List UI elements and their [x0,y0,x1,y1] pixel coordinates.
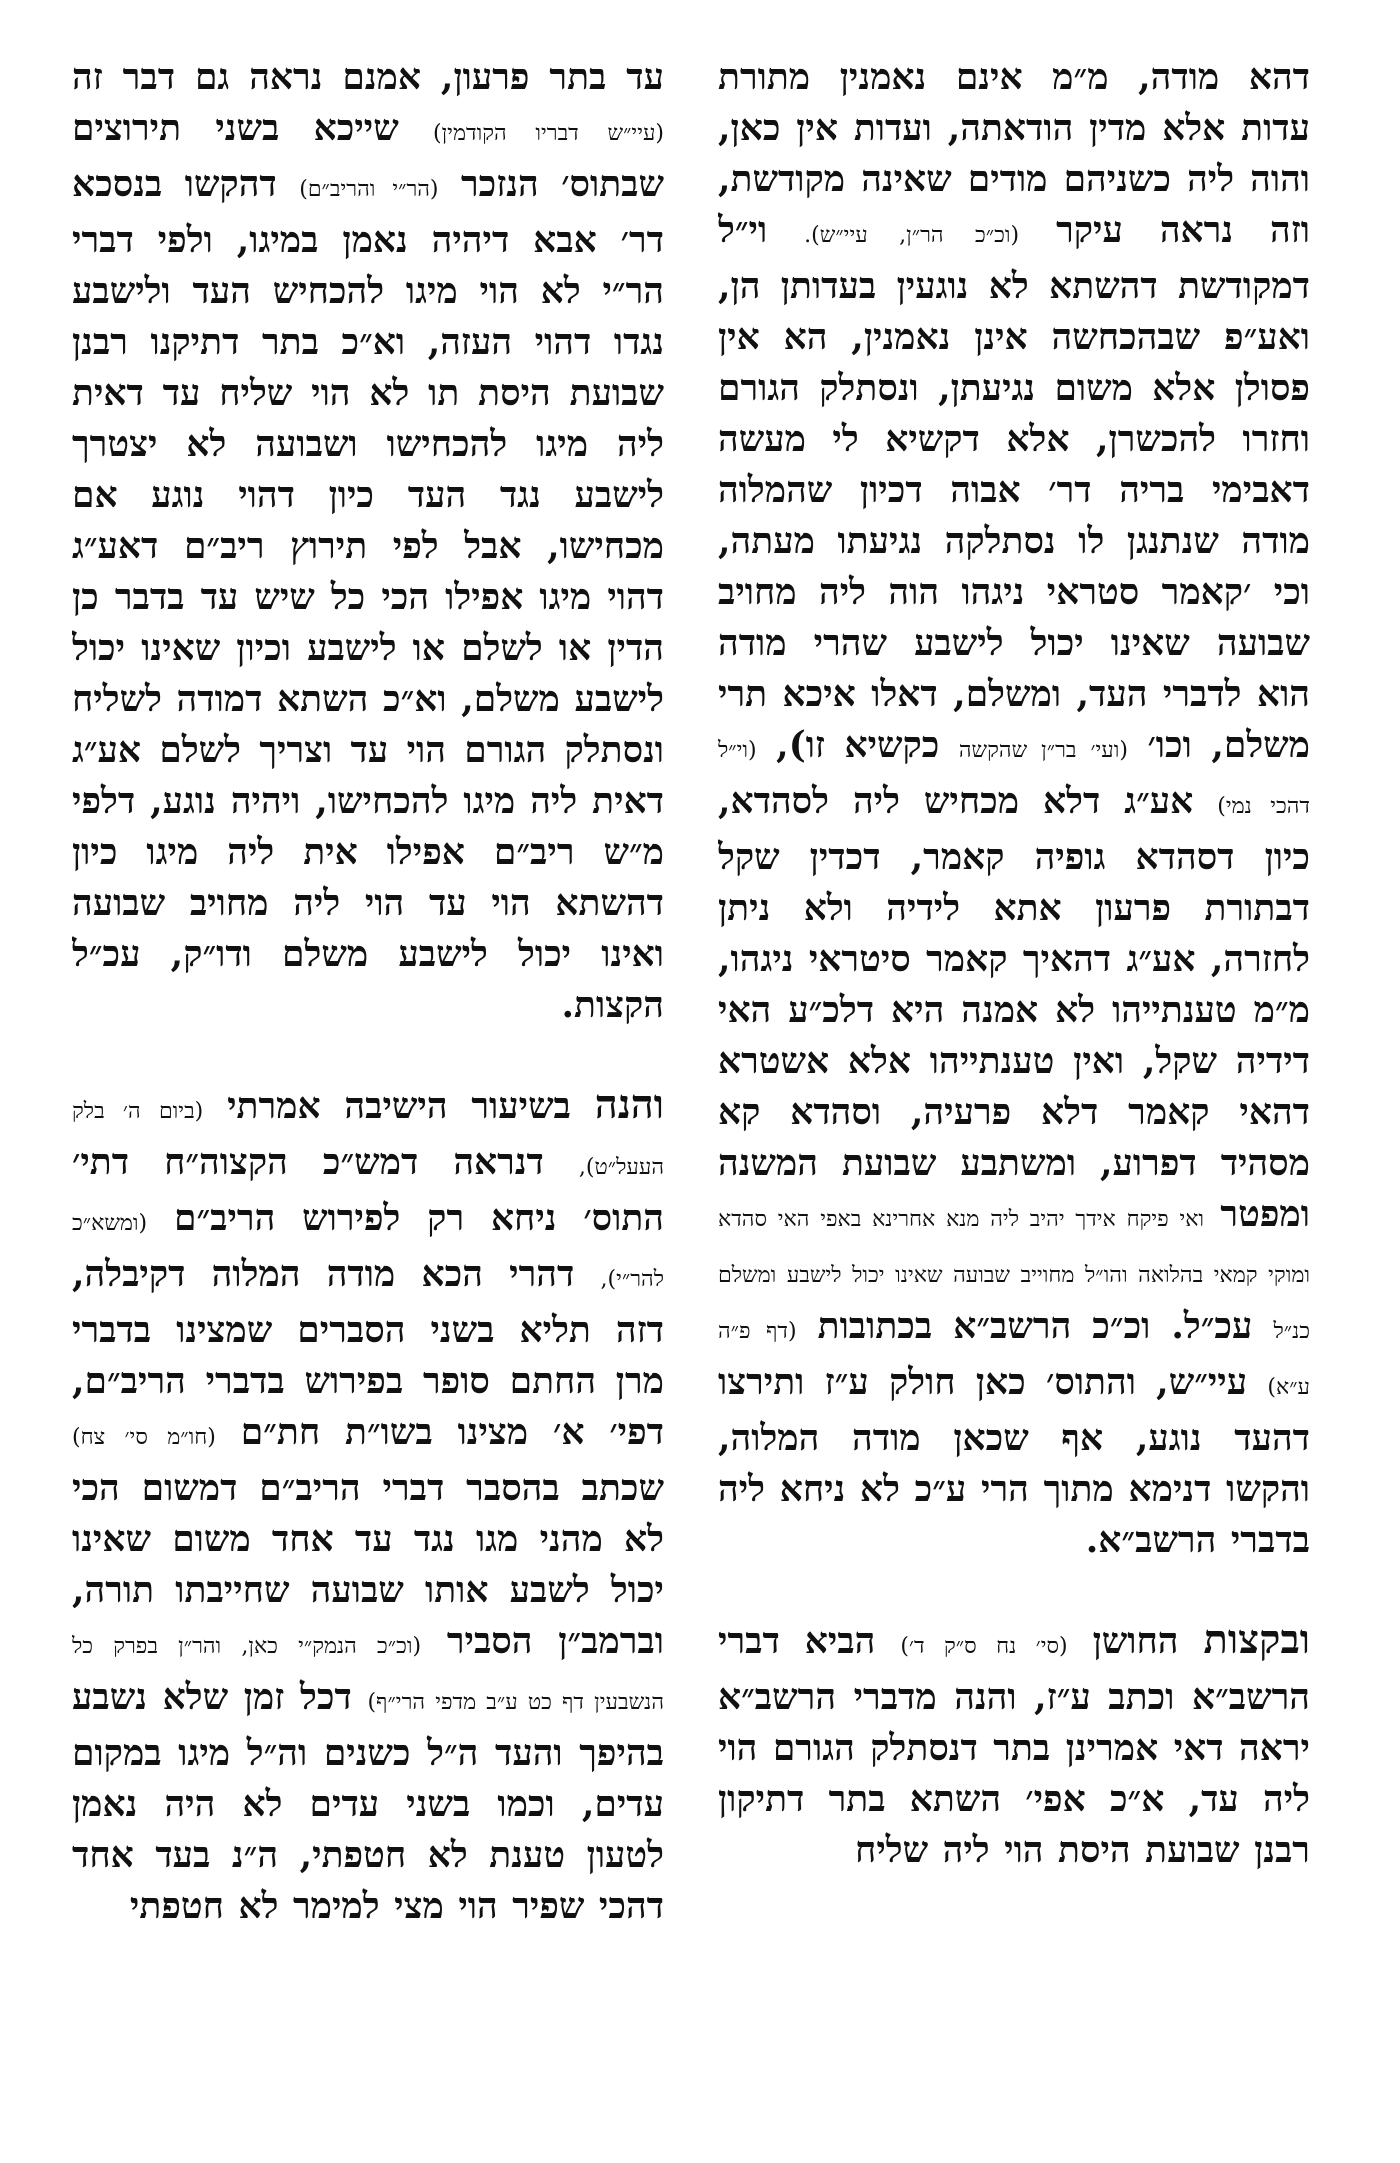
inline-note: (הר״י והריב״ם) [299,177,439,202]
inline-note: (ועי׳ בר״ן שהקשה [958,738,1128,763]
body-text: שייכא בשני תירוצים שבתוס׳ הנזכר [72,107,664,205]
body-text: הביא דברי הרשב״א וכתב ע״ז, והנה מדברי הרשב״א יראה דאי אמרינן בתר דנסתלק הגורם הוי ליה עד, א״כ אפי׳ השתא בתר דתיקון רבנן שבועת היסת הוי ליה שליח [718,1620,1310,1871]
inline-note: ואי פיקח אידך יהיב ליה מנא אחרינא באפי האי סהדא ומוקי קמאי בהלואה והו״ל מחוייב שבועה שאינו יכול לישבע ומשלם כנ״ל [718,1207,1310,1344]
inline-note: (חו״מ סי׳ צח) [72,1425,216,1450]
body-text: דהקשו בנסכא דר׳ אבא דיהיה נאמן במיגו, ולפי דברי הר״י לא הוי מיגו להכחיש העד ולישבע נגדו דהוי העזה, וא״כ בתר דתיקנו רבנן שבועת היסת תו לא הוי שליח עד דאית ליה מיגו להכחישו ושבועה לא יצטרך לישבע נגד העד כיון דהוי נוגע אם מכחישו, אבל לפי תירוץ ריב״ם דאע״ג דהוי מיגו אפילו הכי כל שיש עד בדבר כן הדין או לשלם או לישבע וכיון שאינו יכול לישבע משלם, וא״כ השתא דמודה לשליח ונסתלק הגורם הוי עד וצריך לשלם אע״ג דאית ליה מיגו להכחישו, ויהיה נוגע, דלפי מ״ש ריב״ם אפילו אית ליה מיגו כיון דהשתא הוי עד הוי ליה מחויב שבועה ואינו יכול לישבע משלם ודו״ק, עכ״ל הקצות. [72,163,664,1026]
inline-note: (ומשא״כ להר״י), [72,1211,664,1292]
paragraph-lead-word: והנה [594,1081,664,1128]
paragraph [72,1079,664,1932]
body-text: שכתב בהסבר דברי הריב״ם דמשום הכי לא מהני מגו נגד עד אחד משום שאינו יכול לשבע אותו שבועה שחייבתו תורה, וברמב״ן הסביר [72,1467,664,1662]
left-column [72,52,664,2112]
inline-note: (סי׳ נח ס״ק ד׳) [900,1634,1068,1659]
body-text: דהרי הכא מודה המלוה דקיבלה, דזה תליא בשני הסברים שמצינו בדברי מרן החתם סופר בפירוש בדברי הריב״ם, דפי׳ א׳ מצינו בשו״ת חת״ם [72,1253,664,1453]
inline-note: (דף פ״ה ע״א) [718,1319,1310,1400]
paragraph [72,52,664,1031]
inline-note: (ביום ה׳ בלק העעל״ט), [72,1099,664,1180]
right-column [718,52,1310,2112]
body-text: כקשיא זו), [776,724,940,766]
inline-note: (וכ״כ הר״ן, עיי״ש). [804,223,1020,248]
paragraph-lead-word: ובקצות [1203,1616,1310,1663]
paragraph [718,52,1310,1566]
inline-note: (וי״ל דהכי נמי) [718,738,1310,819]
body-text: דנראה דמש״כ הקצוה״ח דתי׳ התוס׳ ניחא רק לפירוש הריב״ם [72,1141,664,1239]
body-text: החושן [1092,1620,1179,1662]
body-text: עיי״ש, והתוס׳ כאן חולק ע״ז ותירצו דהעד נוגע, אף שכאן מודה המלוה, והקשו דנימא מתוך הרי ע״כ לא ניחא ליה בדברי הרשב״א. [718,1361,1310,1561]
inline-note: (וכ״כ הנמק״י כאן, והר״ן בפרק כל הנשבעין דף כט ע״ב מדפי הרי״ף) [72,1634,664,1715]
body-text: בשיעור הישיבה אמרתי [227,1085,571,1127]
body-text: דהא מודה, מ״מ אינם נאמנין מתורת עדות אלא מדין הודאתה, ועדות אין כאן, והוה ליה כשניהם מודים שאינה מקודשת, וזה נראה עיקר [718,56,1310,251]
paragraph [718,1614,1310,1876]
inline-note: (עיי״ש דבריו הקודמין) [432,121,664,146]
body-text: וי״ל דמקודשת דהשתא לא נוגעין בעדותן הן, ואע״פ שבהכחשה אינן נאמנין, הא אין פסולן אלא משום נגיעתן, ונסתלק הגורם וחזרו להכשרן, אלא דקשיא לי מעשה דאבימי בריה דר׳ אבוה דכיון שהמלוה מודה שנתנגן לו נסתלקה נגיעתו מעתה, וכי ׳קאמר סטראי ניגהו הוה ליה מחויב שבועה שאינו יכול לישבע שהרי מודה הוא לדברי העד, ומשלם, דאלו איכא תרי משלם, וכו׳ [718,209,1310,766]
body-text: עד בתר פרעון, אמנם נראה גם דבר זה [72,56,664,98]
body-text: אע״ג דלא מכחיש ליה לסהדא, כיון דסהדא גופיה קאמר, דכדין שקל דבתורת פרעון אתא לידיה ולא ניתן לחזרה, אע״ג דהאיך קאמר סיטראי ניגהו, מ״מ טענתייהו לא אמנה היא דלכ״ע האי דידיה שקל, ואין טענתייהו אלא אשטרא דהאי קאמר דלא פרעיה, וסהדא קא מסהיד דפרוע, ומשתבע שבועת המשנה ומפטר [718,780,1310,1235]
body-text: עכ״ל. וכ״כ הרשב״א בכתובות [817,1305,1253,1347]
body-text: דכל זמן שלא נשבע בהיפך והעד ה״ל כשנים וה״ל מיגו במקום עדים, וכמו בשני עדים לא היה נאמן לטעון טענת לא חטפתי, ה״נ בעד אחד דהכי שפיר הוי מצי למימר לא חטפתי [72,1676,664,1927]
